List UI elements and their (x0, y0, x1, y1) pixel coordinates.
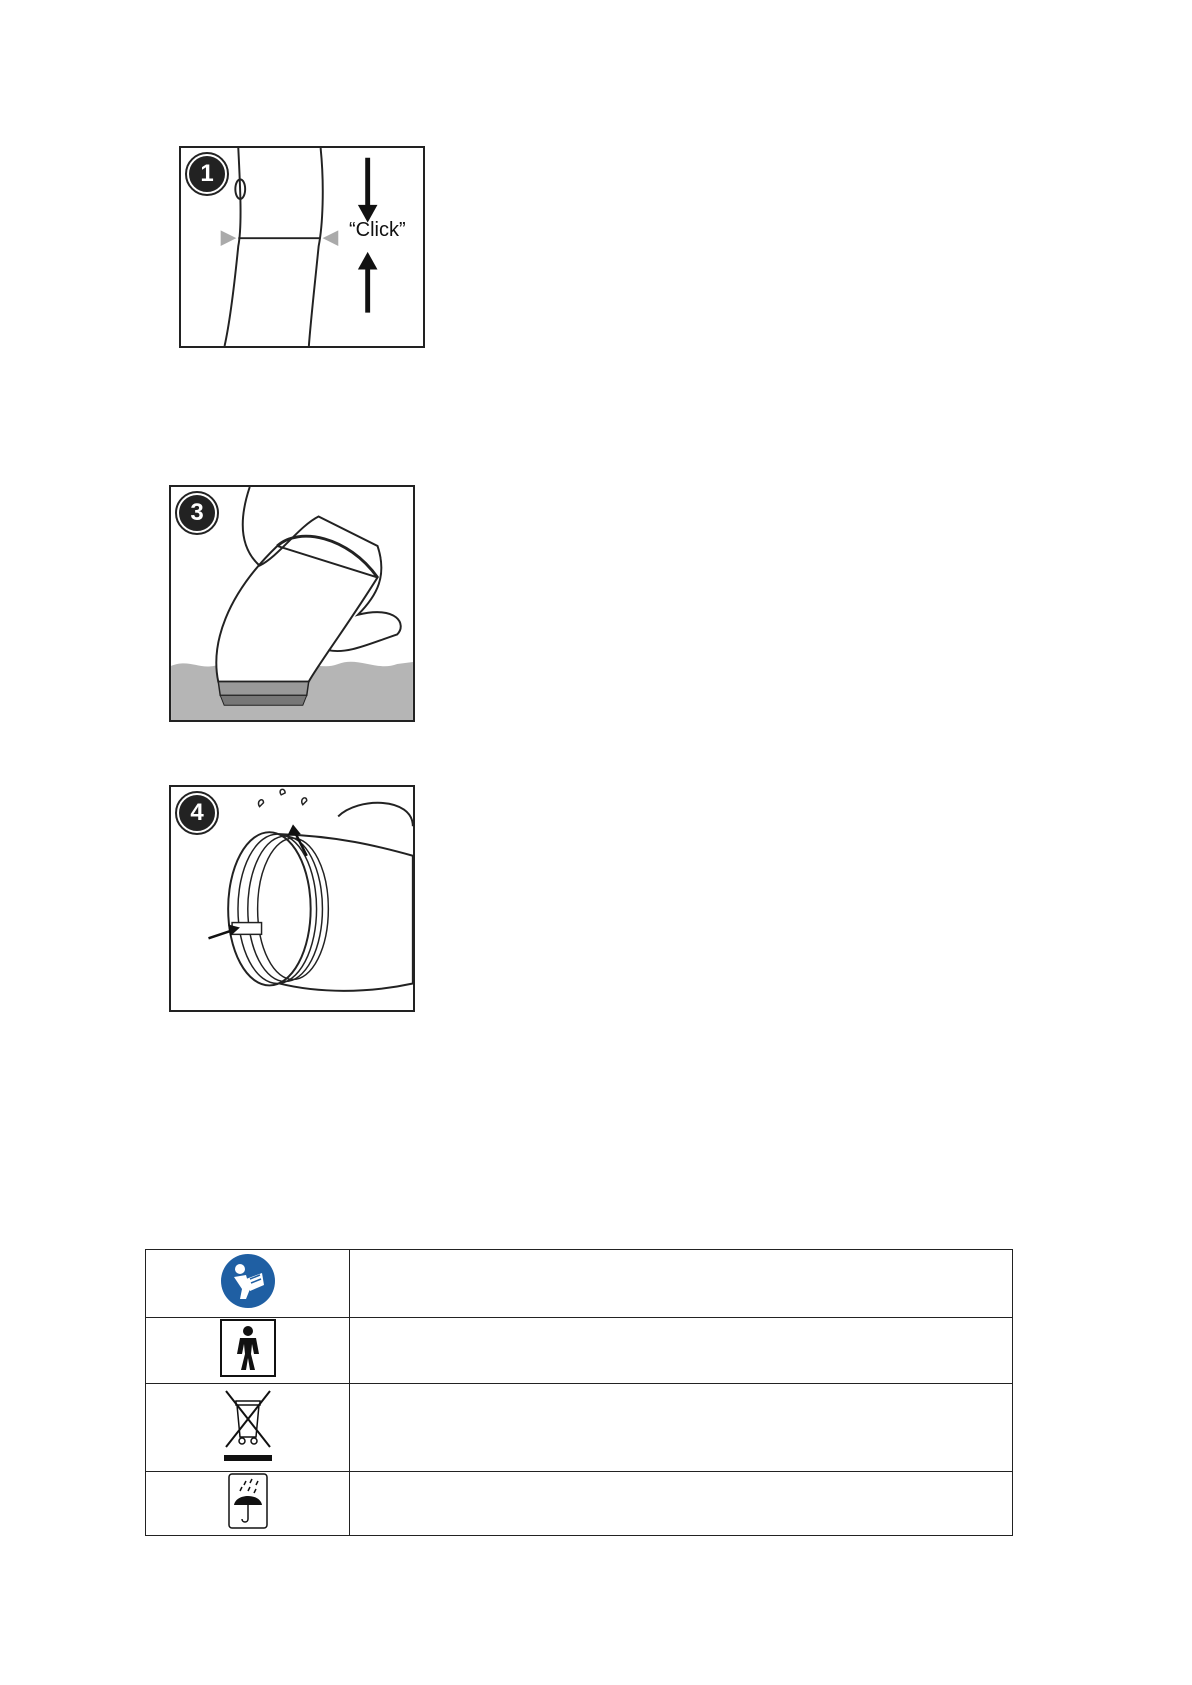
keep-dry-umbrella-icon (228, 1473, 268, 1534)
step-1-badge: 1 (187, 154, 227, 194)
symbol-description (350, 1384, 1013, 1472)
table-row (146, 1318, 1013, 1384)
table-row (146, 1250, 1013, 1318)
read-manual-icon (220, 1253, 276, 1314)
step-4-illustration (169, 785, 415, 1012)
step-3-badge: 3 (177, 493, 217, 533)
symbols-table (145, 1249, 1013, 1536)
click-callout: “Click” (349, 219, 406, 241)
table-row (146, 1384, 1013, 1472)
type-bf-applied-part-icon (219, 1318, 277, 1383)
symbol-cell (146, 1250, 350, 1318)
symbol-cell (146, 1472, 350, 1536)
symbol-description (350, 1472, 1013, 1536)
weee-crossed-bin-icon (220, 1387, 276, 1468)
symbol-cell (146, 1384, 350, 1472)
symbol-description (350, 1250, 1013, 1318)
symbol-cell (146, 1318, 350, 1384)
step-3-illustration (169, 485, 415, 722)
table-row (146, 1472, 1013, 1536)
step-4-badge: 4 (177, 793, 217, 833)
step-1-illustration (179, 146, 425, 348)
symbol-description (350, 1318, 1013, 1384)
